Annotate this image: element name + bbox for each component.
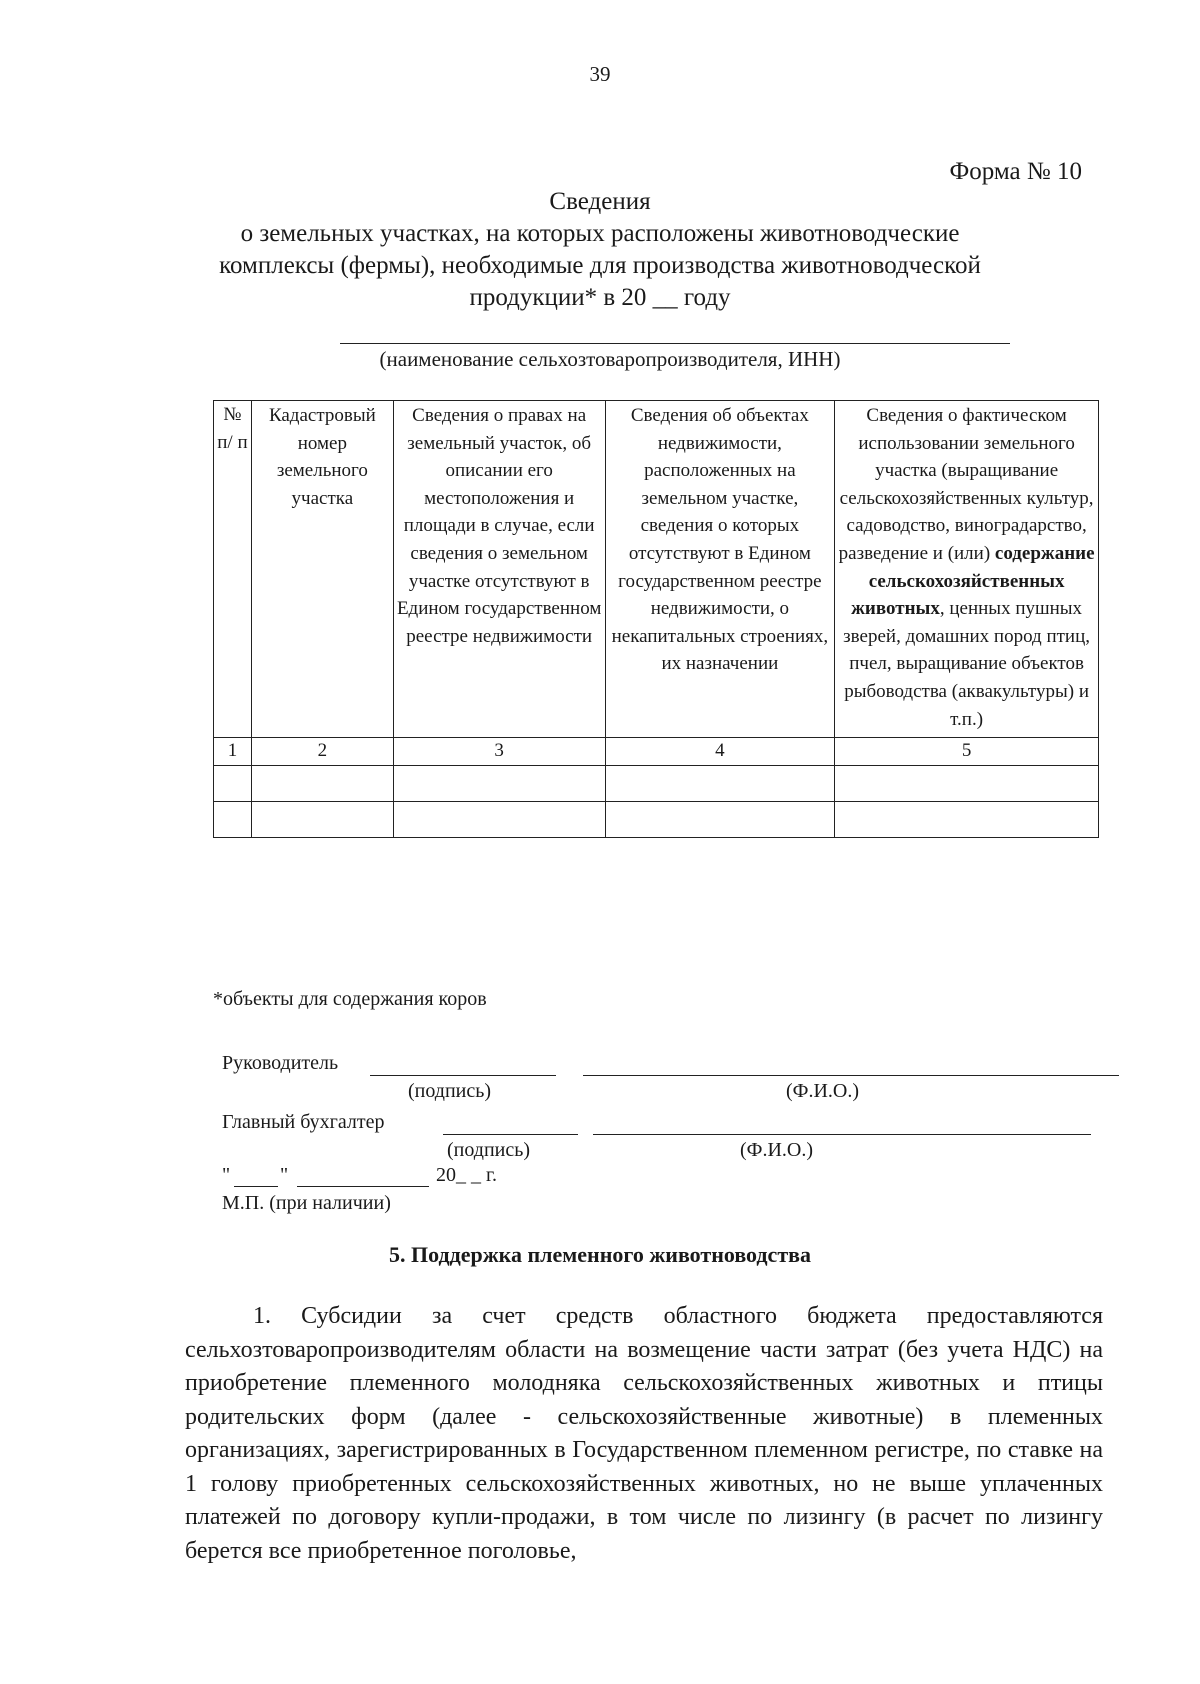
- date-day-line[interactable]: [234, 1186, 278, 1187]
- table-cell[interactable]: [605, 802, 835, 838]
- head-name-line[interactable]: [583, 1075, 1119, 1076]
- column-number-row: [214, 738, 1099, 766]
- date-open-quote: ": [222, 1164, 231, 1186]
- table-cell[interactable]: [251, 766, 393, 802]
- body-paragraph: 1. Субсидии за счет средств областного бюджета предоставляются сельхозтоваропроизводителям области на возмещение части затрат (без учета НДС) на приобретение племенного молодняка сельскохозяйственных животных и птицы родительских форм (далее - сельскохозяйственные животные) в племенных организациях, зарегистрированных в Государственном племенном регистре, по ставке на 1 голову приобретенных сельскохозяйственных животных, но не выше уплаченных платежей по договору купли-продажи, в том числе по лизингу (в расчет по лизингу берется все приобретенное поголовье,: [185, 1303, 1103, 1564]
- table-cell[interactable]: [605, 766, 835, 802]
- header-real-estate-info: Сведения об объектах недвижимости, расположенных на земельном участке, сведения о которых отсутствуют в Едином государственном реестре недвижимости, о некапитальных строениях, их назначении: [605, 401, 835, 738]
- column-number: 4: [605, 738, 835, 766]
- head-name-caption: (Ф.И.О.): [786, 1080, 860, 1102]
- header-actual-use-text: Сведения о фактическом использовании земельного участка (выращивание сельскохозяйственных культур, садоводство, виноградарство, разведение и (или): [838, 405, 1094, 564]
- table-cell[interactable]: [393, 766, 605, 802]
- table-row: [214, 802, 1099, 838]
- date-year: 20_ _ г.: [436, 1164, 497, 1186]
- header-rights-info: Сведения о правах на земельный участок, об описании его местоположения и площади в случае, если сведения о земельном участке отсутствуют в Едином государственном реестре недвижимости: [393, 401, 605, 738]
- header-actual-use: [835, 401, 1099, 738]
- title-line: комплексы (фермы), необходимые для производства животноводческой: [219, 252, 981, 279]
- accountant-name-caption: (Ф.И.О.): [740, 1139, 814, 1161]
- land-plots-table: [213, 400, 1099, 838]
- date-close-quote: ": [280, 1164, 289, 1186]
- accountant-signature-line[interactable]: [443, 1134, 578, 1135]
- table-cell[interactable]: [835, 766, 1099, 802]
- table-cell[interactable]: [393, 802, 605, 838]
- table-cell[interactable]: [214, 766, 252, 802]
- table-cell[interactable]: [835, 802, 1099, 838]
- head-label: Руководитель: [222, 1052, 339, 1074]
- header-cadastral-number: Кадастровый номер земельного участка: [251, 401, 393, 738]
- column-number: 2: [251, 738, 393, 766]
- table-cell[interactable]: [214, 802, 252, 838]
- title-line: продукции* в 20 __ году: [469, 284, 731, 311]
- head-signature-caption: (подпись): [408, 1080, 492, 1102]
- footnote: *объекты для содержания коров: [213, 988, 487, 1010]
- accountant-name-line[interactable]: [593, 1134, 1091, 1135]
- date-month-line[interactable]: [297, 1186, 429, 1187]
- header-row-number: № п/ п: [214, 401, 252, 738]
- producer-caption: (наименование сельхозтоваропроизводителя, ИНН): [379, 347, 841, 371]
- table-header-row: [214, 401, 1099, 738]
- page-number: 39: [589, 62, 611, 86]
- header-actual-use-bold: содержание сельскохозяйственных животных: [851, 542, 1095, 620]
- column-number: 3: [393, 738, 605, 766]
- producer-name-line: [340, 343, 1010, 344]
- table-cell[interactable]: [251, 802, 393, 838]
- title-line: о земельных участках, на которых расположены животноводческие: [240, 220, 960, 247]
- chief-accountant-label: Главный бухгалтер: [222, 1111, 385, 1133]
- column-number: 5: [835, 738, 1099, 766]
- form-number: Форма № 10: [949, 158, 1082, 185]
- document-title: [0, 186, 1200, 314]
- column-number: 1: [214, 738, 252, 766]
- accountant-signature-caption: (подпись): [447, 1139, 531, 1161]
- seal-label: М.П. (при наличии): [222, 1192, 391, 1214]
- header-actual-use-tail: , ценных пушных зверей, домашних пород птиц, пчел, выращивание объектов рыбоводства (аквакультуры) и т.п.): [843, 598, 1091, 730]
- table-row: [214, 766, 1099, 802]
- head-signature-line[interactable]: [370, 1075, 556, 1076]
- title-line: Сведения: [549, 188, 651, 215]
- section-heading: 5. Поддержка племенного животноводства: [388, 1242, 812, 1267]
